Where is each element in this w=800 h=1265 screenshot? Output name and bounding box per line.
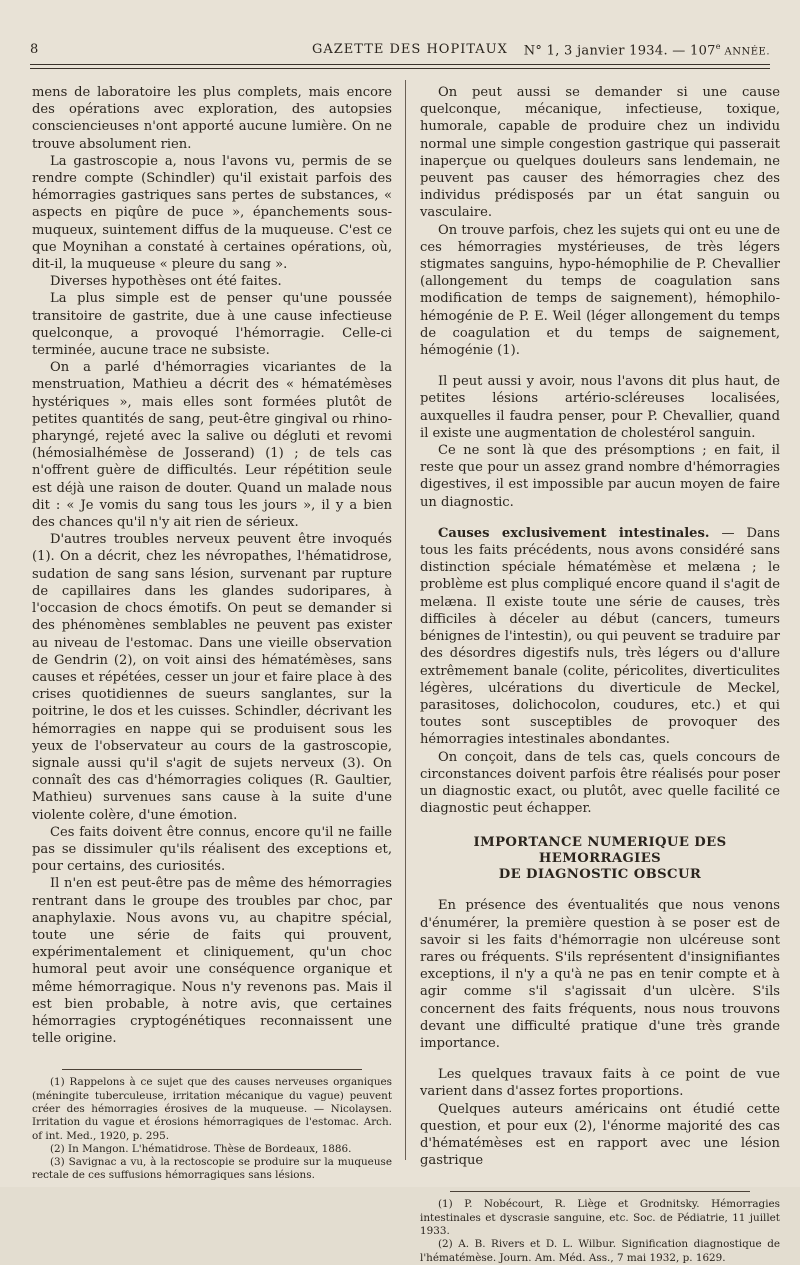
paragraph: On trouve parfois, chez les sujets qui ont eu une de ces hémorragies mystérieuses, de très légers stigmates sanguins, hypo-hémophilie de P. Chevallier (allongement du temps de coagulation sans modification de temps de saignement), hémophilo-hémogénie de P. E. Weil (léger allongement du temps de coagulation et du temps de saignement, hémogénie (1). [420,222,780,359]
paragraph: Il n'en est peut-être pas de même des hémorragies rentrant dans le groupe des troubles par choc, par anaphylaxie. Nous avons vu, au chapitre spécial, toute une série de faits qui prouvent, expérimentalement et cliniquement, qu'un choc humoral peut avoir une conséquence organique et même hémorragique. Nous n'y revenons pas. Mais il est bien probable, à notre avis, que certaines hémorragies cryptogénétiques reconnaissent une telle origine. [32,876,392,1047]
footnote: (2) In Mangon. L'hématidrose. Thèse de Bordeaux, 1886. [50,1142,352,1155]
paragraph: On conçoit, dans de tels cas, quels concours de circonstances doivent parfois être réalisés pour poser un diagnostic exact, ou plutôt, avec quelle facilité ce diagnostic peut échapper. [420,749,780,817]
paragraph: D'autres troubles nerveux peuvent être invoqués (1). On a décrit, chez les névropathes, l'hématidrose, sudation de sang sans lésion, survenant par rupture de capillaires dans les glandes sudoripares, à l'occasion de chocs émotifs. On peut se demander si des phénomènes semblables ne peuvent pas exister au niveau de l'estomac. Dans une vieille observation de Gendrin (2), on voit ainsi des hématémèses, sans causes et répétées, cesser un jour et faire place à des crises quotidiennes de sueurs sanglantes, sur la poitrine, le dos et les cuisses. Schindler, décrivant les hémorragies en nappe qui se produisent sous les yeux de l'observateur au cours de la gastroscopie, signale aussi qu'il s'agit de sujets nerveux (3). On connaît des cas d'hémorragies coliques (R. Gaultier, Mathieu) survenues sans cause à la suite d'une violente colère, d'une émotion. [32,532,392,823]
footnote: (1) P. Nobécourt, R. Liège et Grodnitsky. Hémorragies intestinales et dyscrasie sanguine, etc. Soc. de Pédiatrie, 11 juillet 1933. [420,1198,780,1237]
right-column [420,84,780,1265]
column-separator [405,80,406,1160]
footnote: (3) Savignac a vu, à la rectoscopie se produire sur la muqueuse rectale de ces suffusions hémorragiques sans lésions. [32,1156,392,1182]
issue-main: N° 1, 3 janvier 1934. — 107 [523,43,716,59]
paragraph-causes [420,525,780,749]
causes-text: — Dans tous les faits précédents, nous avons considéré sans distinction spéciale hématémèse et melæna ; le problème est plus compliqué encore quand il s'agit de melæna. Il existe toute une série de causes, très difficiles à déceler au début (cancers, tumeurs bénignes de l'intestin), ou qui peuvent se traduire par des désordres digestifs nuls, très légers ou d'allure extrêmement banale (colite, péricolites, diverticulites légères, ulcérations du diverticule de Meckel, parasitoses, dolichocolon, coudures, etc.) et qui toutes sont susceptibles de provoquer des hémorragies intestinales abondantes. [420,525,781,748]
paragraph: mens de laboratoire les plus complets, mais encore des opérations avec exploration, des autopsies consciencieuses n'ont apporté aucune lumière. On ne trouve absolument rien. [32,85,392,152]
paragraph: Il peut aussi y avoir, nous l'avons dit plus haut, de petites lésions artério-scléreuses localisées, auxquelles il faudra penser, pour P. Chevallier, quand il existe une augmentation de cholestérol sanguin. [420,374,780,441]
section-title-line-2: DE DIAGNOSTIC OBSCUR [498,867,702,883]
paragraph: Diverses hypothèses ont été faites. [50,274,282,290]
header-rule-bottom [30,68,770,69]
paragraph: Les quelques travaux faits à ce point de vue varient dans d'assez fortes proportions. [420,1067,780,1100]
footnote: (1) Rappelons à ce sujet que des causes nerveuses organiques (méningite tuberculeuse, irritation mécanique du vague) peuvent créer des hémorragies érosives de la muqueuse. — Nicolaysen. Irritation du vague et érosions hémorragiques de l'estomac. Arch. of int. Med., 1920, p. 295. [32,1076,392,1142]
causes-heading: Causes exclusivement intestinales. [438,525,710,541]
section-title-line-1: IMPORTANCE NUMERIQUE DES HEMORRAGIES [473,835,727,867]
issue-sup: e [715,42,721,51]
footnote-rule [450,1191,750,1192]
section-title [420,835,780,883]
left-column [32,84,392,1183]
paragraph: On peut aussi se demander si une cause quelconque, mécanique, infectieuse, toxique, humorale, capable de produire chez un individu normal une simple congestion gastrique qui passerait inaperçue ou quelques douleurs sans lendemain, ne peuvent pas causer des hémorragies chez des individus prédisposés par un état sanguin ou vasculaire. [420,85,780,221]
journal-title: GAZETTE DES HOPITAUX [312,42,508,57]
paragraph: Ce ne sont là que des présomptions ; en fait, il reste que pour un assez grand nombre d'hémorragies digestives, il est impossible par aucun moyen de faire un diagnostic. [420,443,780,510]
issue-annee: ANNÉE. [720,46,770,58]
paragraph: On a parlé d'hémorragies vicariantes de la menstruation, Mathieu a décrit des « hématémèses hystériques », mais elles sont formées plutôt de petites quantités de sang, peut-être gingival ou rhino-pharyngé, rejeté avec la salive ou dégluti et revomi (hémosialhémèse de Josserand) (1) ; de tels cas n'offrent guère de difficultés. Leur répétition seule est déjà une raison de douter. Quand un malade nous dit : « Je vomis du sang tous les jours », il y a bien des chances qu'il n'y ait rien de sérieux. [32,360,392,531]
header-rule-top [30,64,770,65]
page-number: 8 [30,42,39,57]
footnote-rule [62,1069,362,1070]
issue-info [524,42,770,58]
page-header [30,42,770,66]
paragraph: Ces faits doivent être connus, encore qu'il ne faille pas se dissimuler qu'ils réalisent des exceptions et, pour certains, des curiosités. [32,824,392,875]
paragraph: Quelques auteurs américains ont étudié cette question, et pour eux (2), l'énorme majorité des cas d'hématémèses est en rapport avec une lésion gastrique [420,1101,780,1169]
paragraph: La plus simple est de penser qu'une poussée transitoire de gastrite, due à une cause infectieuse quelconque, a provoqué l'hémorragie. Celle-ci terminée, aucune trace ne subsiste. [32,291,392,359]
paragraph: En présence des éventualités que nous venons d'énumérer, la première question à se poser est de savoir si les faits d'hémorragie non ulcéreuse sont rares ou fréquents. S'ils représentent d'insignifiantes exceptions, il n'y a qu'à ne pas en tenir compte et à agir comme s'il s'agissait d'un ulcère. S'ils concernent des faits fréquents, nous nous trouvons devant une difficulté pratique d'une très grande importance. [420,898,780,1051]
footnote: (2) A. B. Rivers et D. L. Wilbur. Signification diagnostique de l'hématémèse. Journ. Am. Méd. Ass., 7 mai 1932, p. 1629. [420,1238,780,1264]
paragraph: La gastroscopie a, nous l'avons vu, permis de se rendre compte (Schindler) qu'il existait parfois des hémorragies gastriques sans pertes de substances, « aspects en piqûre de puce », épanchements sous-muqueux, suintement diffus de la muqueuse. C'est ce que Moynihan a constaté à certaines opérations, où, dit-il, la muqueuse « pleure du sang ». [32,153,392,273]
